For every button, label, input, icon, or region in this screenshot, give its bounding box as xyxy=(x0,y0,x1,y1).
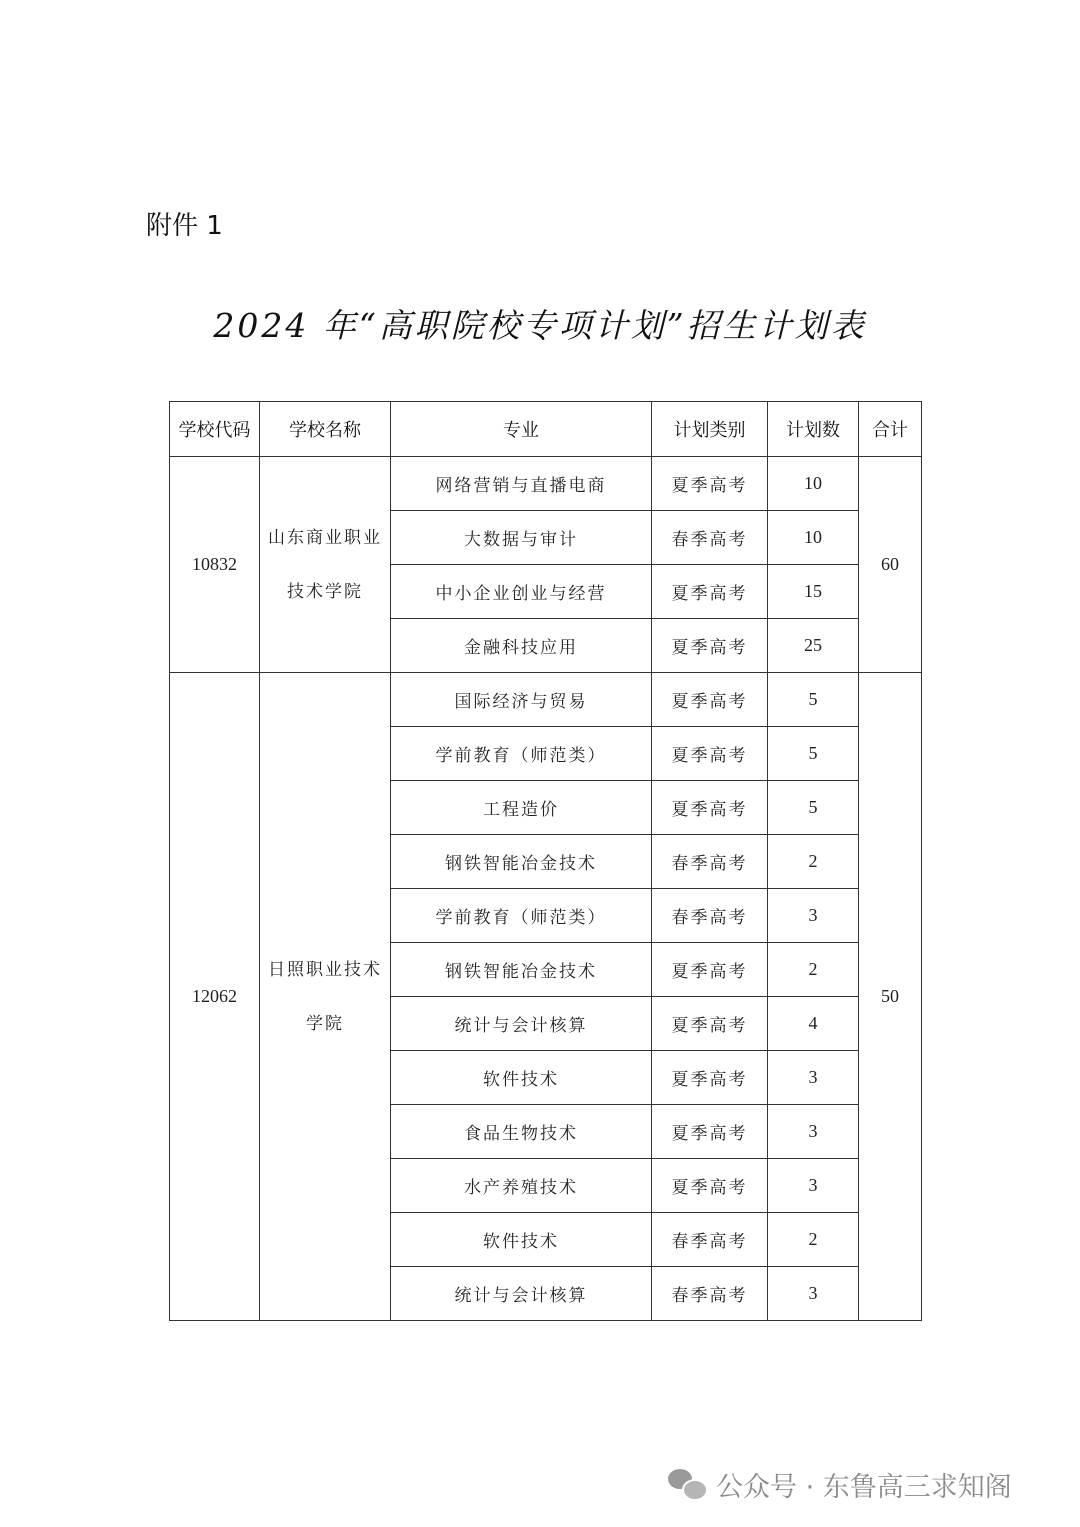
major-cell: 金融科技应用 xyxy=(391,619,652,673)
major-cell: 食品生物技术 xyxy=(391,1105,652,1159)
plan-count-cell: 3 xyxy=(768,889,859,943)
plan-category-cell: 夏季高考 xyxy=(652,565,768,619)
header-plan-category: 计划类别 xyxy=(652,402,768,457)
document-title: 2024 年“高职院校专项计划”招生计划表 xyxy=(213,306,867,345)
header-plan-count: 计划数 xyxy=(768,402,859,457)
plan-count-cell: 25 xyxy=(768,619,859,673)
plan-category-cell: 夏季高考 xyxy=(652,727,768,781)
plan-category-cell: 春季高考 xyxy=(652,1213,768,1267)
plan-category-cell: 夏季高考 xyxy=(652,781,768,835)
plan-count-cell: 3 xyxy=(768,1159,859,1213)
watermark-text: 公众号 · 东鲁高三求知阁 xyxy=(716,1471,1012,1503)
plan-count-cell: 5 xyxy=(768,781,859,835)
plan-count-cell: 2 xyxy=(768,1213,859,1267)
plan-category-cell: 夏季高考 xyxy=(652,1159,768,1213)
plan-count-cell: 3 xyxy=(768,1051,859,1105)
plan-count-cell: 5 xyxy=(768,727,859,781)
plan-category-cell: 夏季高考 xyxy=(652,1105,768,1159)
plan-count-cell: 2 xyxy=(768,943,859,997)
total-cell: 50 xyxy=(859,673,922,1321)
school-name-cell: 山东商业职业技术学院 xyxy=(260,457,391,673)
plan-category-cell: 夏季高考 xyxy=(652,943,768,997)
major-cell: 钢铁智能冶金技术 xyxy=(391,835,652,889)
total-cell: 60 xyxy=(859,457,922,673)
table-header-row xyxy=(170,402,922,457)
major-cell: 中小企业创业与经营 xyxy=(391,565,652,619)
enrollment-plan-table xyxy=(169,401,922,1321)
school-code-cell: 12062 xyxy=(170,673,260,1321)
major-cell: 网络营销与直播电商 xyxy=(391,457,652,511)
header-school-code: 学校代码 xyxy=(170,402,260,457)
header-major: 专业 xyxy=(391,402,652,457)
school-name-cell: 日照职业技术学院 xyxy=(260,673,391,1321)
header-school-name: 学校名称 xyxy=(260,402,391,457)
plan-count-cell: 5 xyxy=(768,673,859,727)
plan-count-cell: 3 xyxy=(768,1267,859,1321)
major-cell: 软件技术 xyxy=(391,1051,652,1105)
plan-category-cell: 夏季高考 xyxy=(652,1051,768,1105)
plan-category-cell: 春季高考 xyxy=(652,835,768,889)
plan-category-cell: 夏季高考 xyxy=(652,457,768,511)
plan-count-cell: 4 xyxy=(768,997,859,1051)
major-cell: 国际经济与贸易 xyxy=(391,673,652,727)
major-cell: 统计与会计核算 xyxy=(391,997,652,1051)
plan-category-cell: 夏季高考 xyxy=(652,997,768,1051)
major-cell: 学前教育（师范类） xyxy=(391,727,652,781)
major-cell: 统计与会计核算 xyxy=(391,1267,652,1321)
plan-category-cell: 春季高考 xyxy=(652,889,768,943)
major-cell: 学前教育（师范类） xyxy=(391,889,652,943)
plan-category-cell: 夏季高考 xyxy=(652,673,768,727)
plan-count-cell: 15 xyxy=(768,565,859,619)
table-row xyxy=(170,673,922,727)
table-row xyxy=(170,457,922,511)
major-cell: 工程造价 xyxy=(391,781,652,835)
school-code-cell: 10832 xyxy=(170,457,260,673)
plan-count-cell: 10 xyxy=(768,457,859,511)
wechat-icon xyxy=(668,1467,708,1501)
major-cell: 软件技术 xyxy=(391,1213,652,1267)
major-cell: 大数据与审计 xyxy=(391,511,652,565)
plan-count-cell: 10 xyxy=(768,511,859,565)
watermark xyxy=(668,1462,1012,1506)
header-total: 合计 xyxy=(859,402,922,457)
attachment-label: 附件 1 xyxy=(146,211,223,241)
major-cell: 钢铁智能冶金技术 xyxy=(391,943,652,997)
plan-category-cell: 夏季高考 xyxy=(652,619,768,673)
plan-count-cell: 2 xyxy=(768,835,859,889)
plan-category-cell: 春季高考 xyxy=(652,511,768,565)
plan-count-cell: 3 xyxy=(768,1105,859,1159)
major-cell: 水产养殖技术 xyxy=(391,1159,652,1213)
plan-category-cell: 春季高考 xyxy=(652,1267,768,1321)
